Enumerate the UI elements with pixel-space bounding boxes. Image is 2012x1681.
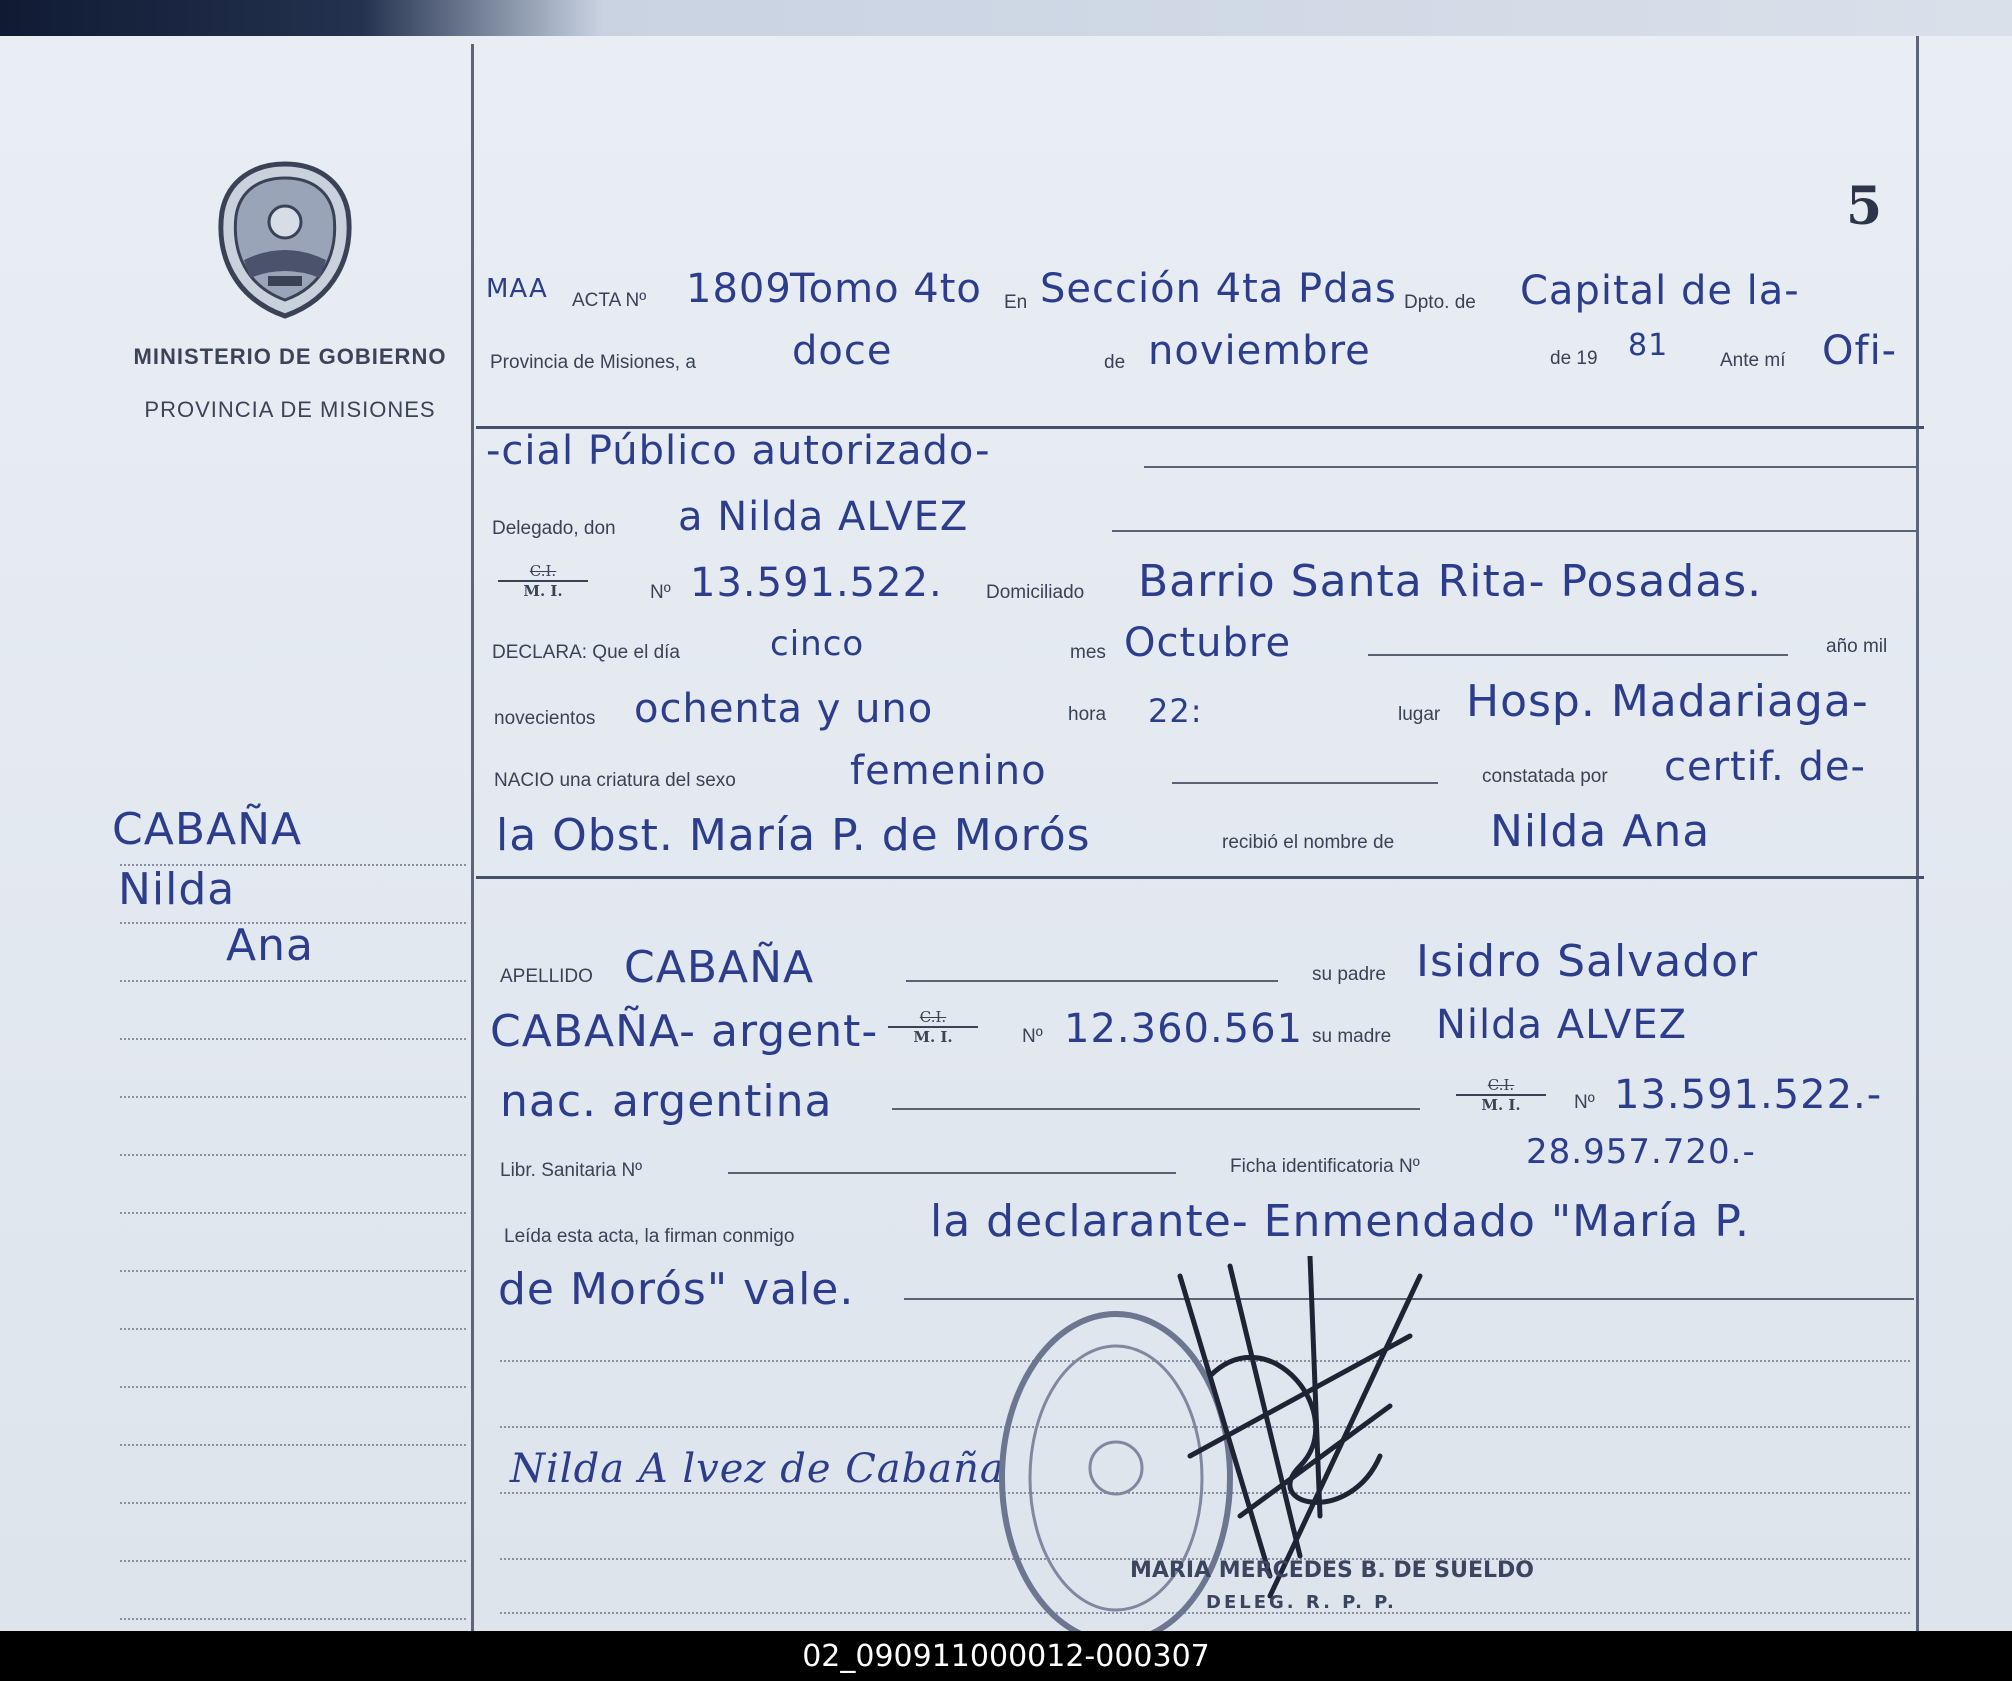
fill-line: [728, 1172, 1176, 1174]
section-divider-2: [476, 876, 1924, 879]
fill-line: [906, 980, 1278, 982]
doc-type-bottom: M. I.: [913, 1028, 953, 1046]
margin-name-1: Nilda: [118, 864, 236, 915]
fill-line: [1368, 654, 1788, 656]
provincial-seal-icon: [216, 160, 354, 320]
oficial-value-2: -cial Público autorizado-: [486, 428, 991, 474]
madre-value: Nilda ALVEZ: [1436, 1002, 1688, 1048]
margin-ruled-line: [120, 1444, 466, 1446]
delegado-documento: 13.591.522.: [690, 560, 943, 606]
madre-nacionalidad: nac. argentina: [500, 1076, 833, 1127]
label-dpto: Dpto. de: [1404, 292, 1476, 313]
label-acta: ACTA Nº: [572, 290, 647, 311]
label-lugar: lugar: [1398, 704, 1441, 725]
doc-type-top: C.I.: [498, 562, 588, 582]
margin-ruled-line: [120, 1502, 466, 1504]
margin-ruled-line: [120, 1328, 466, 1330]
padre-documento: 12.360.561: [1064, 1006, 1304, 1052]
margin-ruled-line: [120, 980, 466, 982]
label-su-madre: su madre: [1312, 1026, 1392, 1047]
province-title: PROVINCIA DE MISIONES: [144, 397, 436, 422]
label-leida: Leída esta acta, la firman conmigo: [504, 1226, 795, 1247]
seccion-value: Sección 4ta Pdas: [1040, 266, 1397, 312]
margin-ruled-line: [120, 864, 466, 866]
label-numero: Nº: [1574, 1092, 1595, 1113]
mes-acta: noviembre: [1148, 328, 1371, 374]
margin-ruled-line: [120, 1154, 466, 1156]
label-delegado: Delegado, don: [492, 518, 616, 539]
ficha-value: 28.957.720.-: [1526, 1132, 1756, 1172]
anio-acta: 81: [1628, 328, 1669, 363]
top-background-strip: [0, 0, 2012, 40]
margin-ruled-line: [120, 1038, 466, 1040]
label-domiciliado: Domiciliado: [986, 582, 1085, 603]
margin-ruled-line: [120, 1270, 466, 1272]
page-number: 5: [1846, 176, 1883, 237]
enmendado-value: de Morós" vale.: [498, 1264, 855, 1315]
label-de: de: [1104, 352, 1126, 373]
label-novecientos: novecientos: [494, 708, 596, 729]
fill-line: [1172, 782, 1438, 784]
stamp-officer-name: MARIA MERCEDES B. DE SUELDO: [1130, 1558, 1535, 1583]
label-ante-mi: Ante mí: [1720, 350, 1786, 371]
label-recibio: recibió el nombre de: [1222, 832, 1395, 853]
lugar-nacimiento: Hosp. Madariaga-: [1466, 676, 1869, 727]
label-apellido: APELLIDO: [500, 966, 593, 987]
margin-ruled-line: [120, 1096, 466, 1098]
label-anio-mil: año mil: [1826, 636, 1888, 657]
margin-ruled-line: [120, 1560, 466, 1562]
doc-type-top: C.I.: [888, 1008, 978, 1028]
obstetra-value: la Obst. María P. de Morós: [496, 810, 1091, 861]
label-de-19: de 19: [1550, 348, 1598, 369]
label-declara: DECLARA: Que el día: [492, 642, 680, 663]
oficial-value-1: Ofi-: [1822, 328, 1898, 374]
padre-value-2: CABAÑA- argent-: [490, 1006, 879, 1057]
label-libreta: Libr. Sanitaria Nº: [500, 1160, 643, 1181]
label-hora: hora: [1068, 704, 1107, 725]
label-numero: Nº: [1022, 1026, 1043, 1047]
mes-nacimiento: Octubre: [1124, 620, 1292, 666]
margin-name-2: Ana: [226, 920, 314, 971]
apellido-value: CABAÑA: [624, 942, 815, 993]
departamento-value: Capital de la-: [1520, 268, 1800, 314]
margin-ruled-line: [120, 1386, 466, 1388]
doc-type-bottom: M. I.: [523, 582, 563, 600]
document-type-fraction: [498, 562, 588, 600]
madre-doc-type: [1456, 1076, 1546, 1114]
margin-ruled-line: [120, 1618, 466, 1620]
sexo-value: femenino: [850, 748, 1047, 794]
label-ficha: Ficha identificatoria Nº: [1230, 1156, 1420, 1177]
nombre-value: Nilda Ana: [1490, 806, 1711, 857]
acta-number: 1809: [686, 266, 792, 312]
label-provincia: Provincia de Misiones, a: [490, 352, 696, 373]
tomo-value: Tomo 4to: [790, 266, 982, 312]
label-constatada: constatada por: [1482, 766, 1608, 787]
label-su-padre: su padre: [1312, 964, 1386, 985]
page-right-border: [1916, 36, 1919, 1631]
label-numero: Nº: [650, 582, 671, 603]
firmantes-value: la declarante- Enmendado "María P.: [930, 1196, 1751, 1247]
clerk-initials: MAA: [486, 274, 548, 304]
margin-ruled-line: [120, 922, 466, 924]
padre-value-1: Isidro Salvador: [1416, 936, 1759, 987]
label-nacio: NACIO una criatura del sexo: [494, 770, 736, 791]
madre-documento: 13.591.522.-: [1614, 1072, 1883, 1118]
fill-line: [1144, 466, 1918, 468]
dia-nacimiento: cinco: [770, 624, 865, 664]
fill-line: [1112, 530, 1918, 532]
margin-surname: CABAÑA: [112, 804, 303, 855]
left-panel-border: [471, 44, 474, 1634]
document-id-footer: 02_090911000012-000307: [0, 1631, 2012, 1681]
margin-ruled-line: [120, 1212, 466, 1214]
label-mes: mes: [1070, 642, 1106, 663]
anio-nacimiento: ochenta y uno: [634, 686, 934, 732]
stamp-officer-title: DELEG. R. P. P.: [1206, 1592, 1397, 1613]
constatada-value: certif. de-: [1664, 744, 1866, 790]
doc-type-bottom: M. I.: [1481, 1096, 1521, 1114]
fill-line: [892, 1108, 1420, 1110]
padre-doc-type: [888, 1008, 978, 1046]
domicilio-value: Barrio Santa Rita- Posadas.: [1138, 556, 1763, 607]
certificate-page: [0, 36, 2012, 1631]
label-en: En: [1004, 292, 1028, 313]
delegado-value: a Nilda ALVEZ: [678, 494, 969, 540]
hora-nacimiento: 22:: [1148, 692, 1203, 730]
dia-acta: doce: [792, 328, 893, 374]
doc-type-top: C.I.: [1456, 1076, 1546, 1096]
ministry-title: MINISTERIO DE GOBIERNO: [133, 344, 447, 369]
declarant-signature: Nilda A lvez de Cabaña: [510, 1446, 1005, 1492]
